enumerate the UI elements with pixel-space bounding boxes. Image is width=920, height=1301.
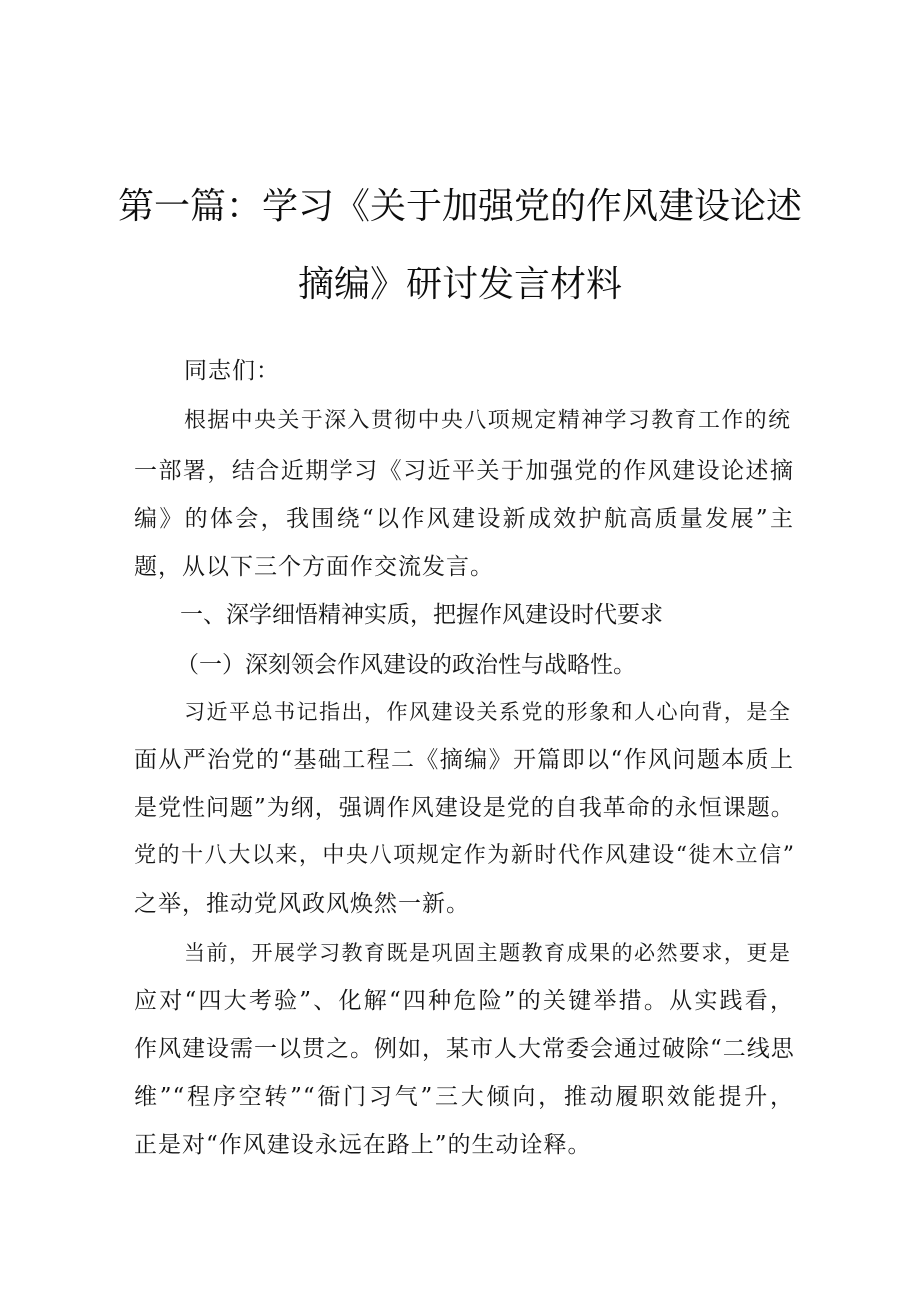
para1-line-5: 之举，推动党风政风焕然一新。 <box>134 891 470 917</box>
para1-line-3: 是党性问题”为纲，强调作风建设是党的自我革命的永恒课题。 <box>134 795 795 821</box>
section-heading-1: 一、深学细悟精神实质，把握作风建设时代要求 <box>180 602 663 628</box>
salutation: 同志们： <box>184 358 280 384</box>
intro-line-1: 根据中央关于深入贯彻中央八项规定精神学习教育工作的统 <box>184 408 790 433</box>
intro-line-3: 编》的体会，我围绕“以作风建设新成效护航高质量发展”主 <box>134 506 794 532</box>
document-title-line-2: 摘编》研讨发言材料 <box>297 264 622 305</box>
para2-line-5: 正是对“作风建设永远在路上”的生动诠释。 <box>134 1132 592 1158</box>
para2-line-4: 维”“程序空转”“衙门习气”三大倾向，推动履职效能提升， <box>134 1084 794 1110</box>
intro-line-4: 题，从以下三个方面作交流发言。 <box>134 554 494 580</box>
intro-line-2: 一部署，结合近期学习《习近平关于加强党的作风建设论述摘 <box>134 458 794 484</box>
subsection-heading-1: （一）深刻领会作风建设的政治性与战略性。 <box>176 652 636 678</box>
para2-line-1: 当前，开展学习教育既是巩固主题教育成果的必然要求，更是 <box>184 940 790 965</box>
para2-line-2: 应对“四大考验”、化解“四种危险”的关键举措。从实践看， <box>134 988 794 1014</box>
para2-line-3: 作风建设需一以贯之。例如，某市人大常委会通过破除“二线思 <box>134 1036 795 1062</box>
para1-line-4: 党的十八大以来，中央八项规定作为新时代作风建设“徙木立信” <box>134 843 794 868</box>
para1-line-2: 面从严治党的“基础工程二《摘编》开篇即以“作风问题本质上 <box>134 747 794 773</box>
document-title-line-1: 第一篇：学习《关于加强党的作风建设论述 <box>117 186 802 227</box>
para1-line-1: 习近平总书记指出，作风建设关系党的形象和人心向背，是全 <box>184 699 790 724</box>
